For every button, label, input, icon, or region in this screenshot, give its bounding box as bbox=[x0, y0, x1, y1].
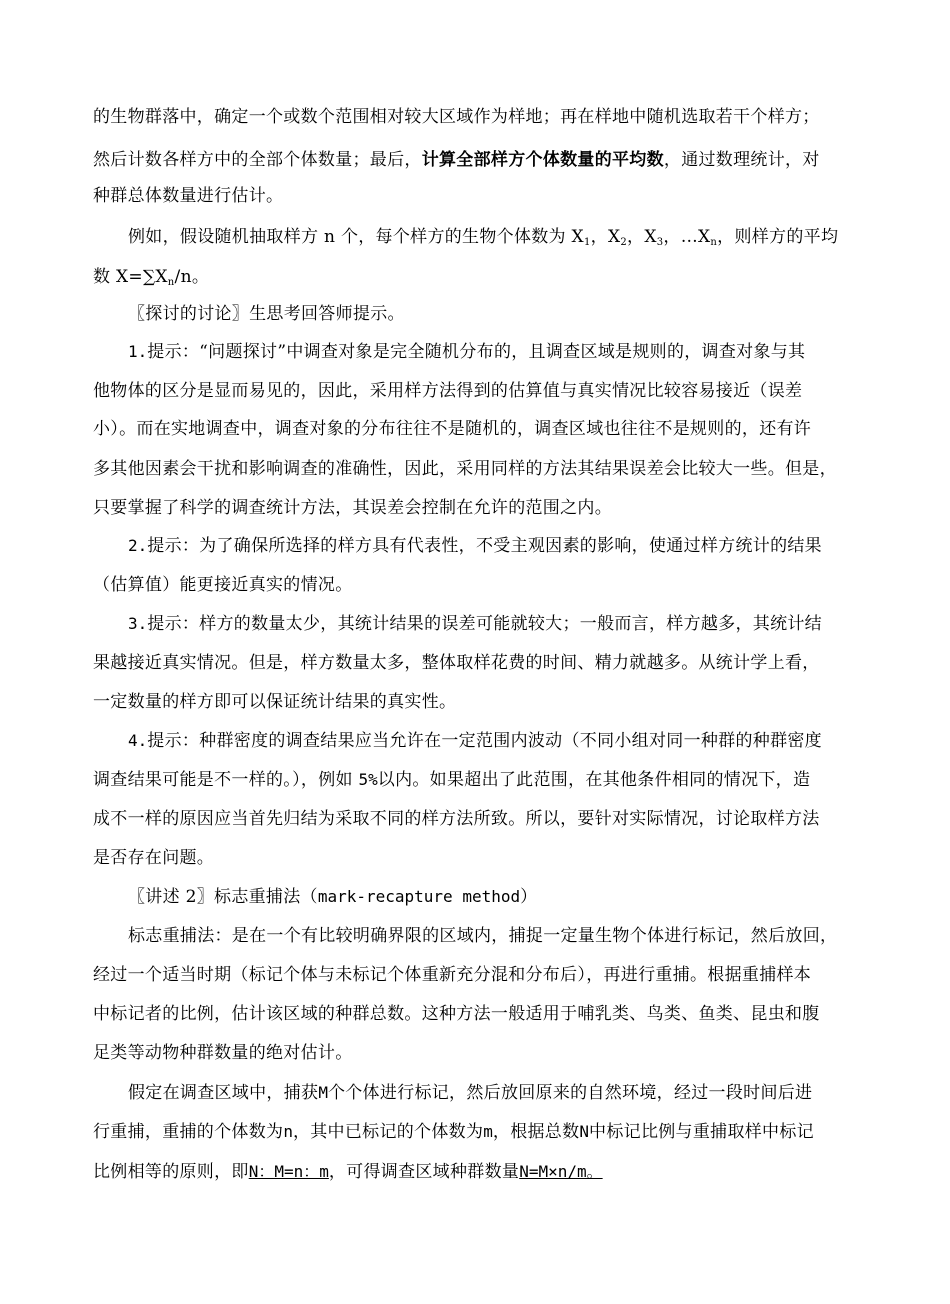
subscript: n bbox=[710, 237, 718, 248]
underlined-formula: N=M×n/m。 bbox=[519, 1162, 603, 1181]
text-line bbox=[128, 222, 838, 248]
text-line: 中标记者的比例，估计该区域的种群总数。这种方法一般适用于哺乳类、鸟类、鱼类、昆虫和腹 bbox=[93, 1004, 820, 1024]
text-line: 小）。而在实地调查中，调查对象的分布往往不是随机的，调查区域也往往不是规则的，还有许 bbox=[93, 419, 812, 439]
variable: n bbox=[283, 1122, 293, 1141]
text-span: ，…X bbox=[663, 227, 711, 247]
underlined-formula: N：M=n：m bbox=[248, 1162, 329, 1181]
text-span: 5% bbox=[358, 770, 378, 789]
text-line bbox=[93, 145, 820, 170]
text-span: ，则样方的平均 bbox=[717, 227, 839, 247]
text-span: ，可得调查区域种群数量 bbox=[328, 1162, 520, 1182]
text-line bbox=[128, 1078, 812, 1103]
variable: m bbox=[483, 1122, 493, 1141]
text-line bbox=[128, 337, 805, 362]
text-line: 成不一样的原因应当首先归结为采取不同的样方法所致。所以，要针对实际情况，讨论取样方法 bbox=[93, 809, 820, 829]
list-number: 4. bbox=[128, 731, 148, 750]
text-span: ，根据总数 bbox=[492, 1122, 580, 1142]
text-span: 然后计数各样方中的全部个体数量；最后， bbox=[93, 150, 422, 170]
text-line bbox=[93, 1157, 603, 1182]
text-line bbox=[128, 531, 822, 556]
text-line bbox=[93, 1117, 814, 1142]
text-span: 数 X=∑X bbox=[93, 267, 168, 287]
variable: N bbox=[579, 1122, 590, 1141]
list-number: 3. bbox=[128, 614, 148, 633]
text-span: 比例相等的原则，即 bbox=[93, 1162, 249, 1182]
subscript: 1 bbox=[583, 237, 591, 248]
text-line: 种群总体数量进行估计。 bbox=[93, 186, 284, 206]
text-span: 个个体进行标记，然后放回原来的自然环境，经过一段时间后进 bbox=[327, 1083, 813, 1103]
text-line: 他物体的区分是显而易见的，因此，采用样方法得到的估算值与真实情况比较容易接近（误差 bbox=[93, 381, 803, 401]
text-span: ，其中已标记的个体数为 bbox=[292, 1122, 484, 1142]
text-span: 调查结果可能是不一样的。），例如 bbox=[93, 770, 359, 790]
text-span: 提示：样方的数量太少，其统计结果的误差可能就较大；一般而言，样方越多，其统计结 bbox=[147, 614, 822, 634]
text-span: /n。 bbox=[174, 267, 210, 287]
text-line bbox=[93, 262, 209, 288]
text-span: 假定在调查区域中，捕获 bbox=[128, 1083, 319, 1103]
text-line bbox=[128, 609, 822, 634]
text-span: 行重捕，重捕的个体数为 bbox=[93, 1122, 284, 1142]
text-line: 是否存在问题。 bbox=[93, 848, 215, 868]
text-line: 足类等动物种群数量的绝对估计。 bbox=[93, 1043, 353, 1063]
text-line bbox=[93, 765, 810, 790]
text-span: 提示：“问题探讨”中调查对象是完全随机分布的，且调查区域是规则的，调查对象与其 bbox=[147, 342, 806, 362]
text-span: 提示：为了确保所选择的样方具有代表性，不受主观因素的影响，使通过样方统计的结果 bbox=[147, 536, 822, 556]
text-span: 以内。如果超出了此范围，在其他条件相同的情况下，造 bbox=[377, 770, 811, 790]
english-term: mark-recapture method bbox=[317, 887, 521, 906]
bold-emphasis: 计算全部样方个体数量的平均数 bbox=[421, 150, 664, 170]
text-span: ） bbox=[520, 887, 538, 907]
list-number: 1. bbox=[128, 342, 148, 361]
variable: M bbox=[318, 1083, 328, 1102]
text-span: 中标记比例与重捕取样中标记 bbox=[589, 1122, 814, 1142]
text-line: （估算值）能更接近真实的情况。 bbox=[93, 575, 353, 595]
text-span: 〖讲述 2〗标志重捕法（ bbox=[128, 887, 318, 907]
text-line: 多其他因素会干扰和影响调查的准确性，因此，采用同样的方法其结果误差会比较大一些。但是， bbox=[93, 459, 837, 479]
subscript: 3 bbox=[656, 237, 664, 248]
subscript: n bbox=[167, 277, 175, 288]
list-number: 2. bbox=[128, 536, 148, 555]
text-line: 只要掌握了科学的调查统计方法，其误差会控制在允许的范围之内。 bbox=[93, 498, 612, 518]
text-span: 提示：种群密度的调查结果应当允许在一定范围内波动（不同小组对同一种群的种群密度 bbox=[147, 731, 822, 751]
text-line: 经过一个适当时期（标记个体与未标记个体重新充分混和分布后），再进行重捕。根据重捕样本 bbox=[93, 965, 812, 985]
text-line: 的生物群落中，确定一个或数个范围相对较大区域作为样地；再在样地中随机选取若干个样方； bbox=[93, 107, 820, 127]
text-line: 果越接近真实情况。但是，样方数量太多，整体取样花费的时间、精力就越多。从统计学上看， bbox=[93, 653, 820, 673]
text-span: 例如，假设随机抽取样方 n 个，每个样方的生物个体数为 X bbox=[128, 227, 584, 247]
text-line: 一定数量的样方即可以保证统计结果的真实性。 bbox=[93, 692, 457, 712]
subscript: 2 bbox=[620, 237, 628, 248]
text-line: 标志重捕法：是在一个有比较明确界限的区域内，捕捉一定量生物个体进行标记，然后放回， bbox=[128, 926, 838, 946]
text-span: ，X bbox=[590, 227, 621, 247]
section-heading: 〖探讨的讨论〗生思考回答师提示。 bbox=[128, 304, 405, 324]
text-line bbox=[128, 726, 822, 751]
section-heading bbox=[128, 882, 537, 907]
text-span: ，X bbox=[627, 227, 657, 247]
text-span: ，通过数理统计，对 bbox=[663, 150, 820, 170]
